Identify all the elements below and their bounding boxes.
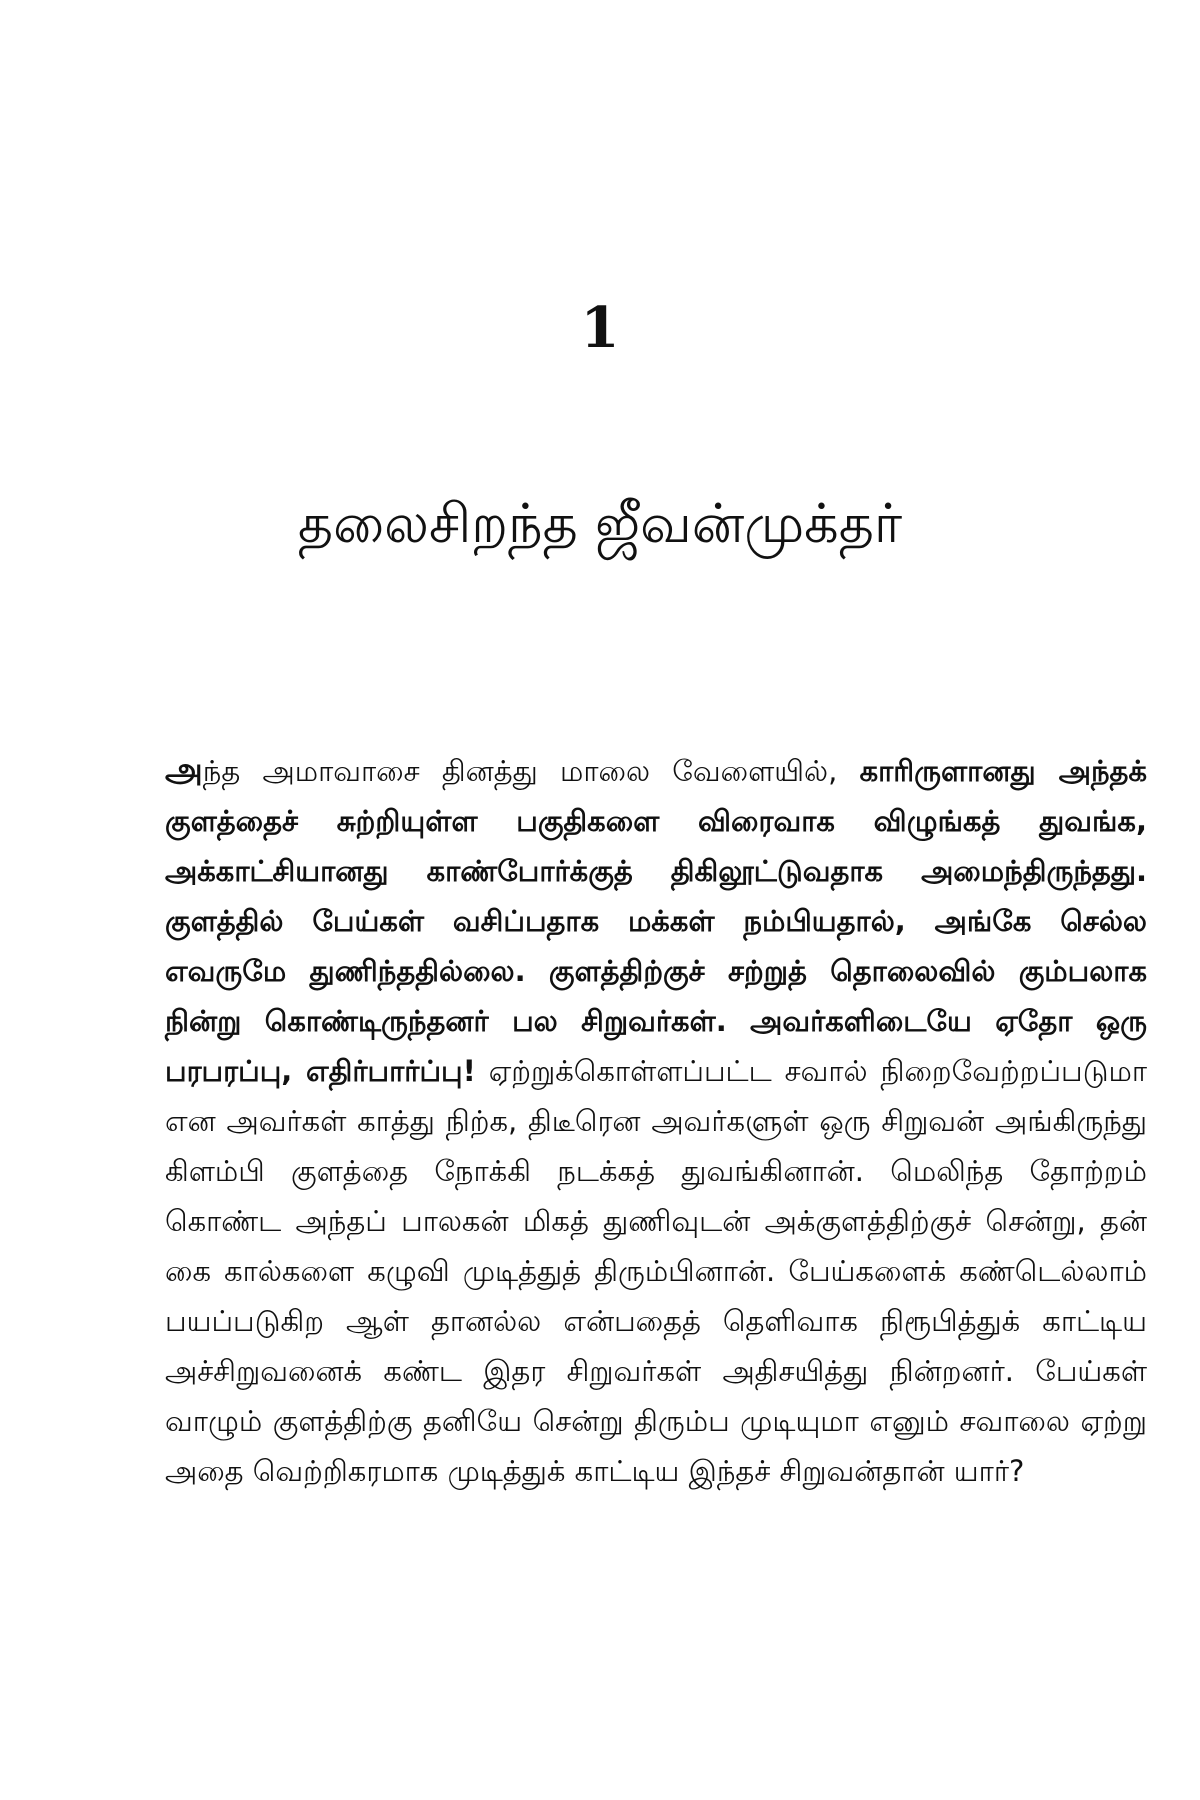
chapter-body (53, 745, 1147, 1496)
chapter-title: தலைசிறந்த ஜீவன்முக்தர் (297, 492, 903, 555)
opening-letter: அ (165, 750, 203, 790)
chapter-number: 1 (580, 295, 620, 361)
body-paragraph (53, 745, 1147, 1496)
opening-line: ந்த அமாவாசை தினத்து மாலை வேளையில், (202, 754, 838, 788)
bold-passage: காரிருளானது அந்தக் குளத்தைச் சுற்றியுள்ள பகுதிகளை விரைவாக விழுங்கத் துவங்க, அக்காட்சியானது காண்போர்க்குத் திகிலூட்டுவதாக அமைந்திருந்தது. குளத்தில் பேய்கள் வசிப்பதாக மக்கள் நம்பியதால், அங்கே செல்ல எவருமே துணிந்ததில்லை. குளத்திற்குச் சற்றுத் தொலைவில் கும்பலாக நின்று கொண்டிருந்தனர் பல சிறுவர்கள். அவர்களிடையே ஏதோ ஒரு பரபரப்பு, எதிர்பார்ப்பு! (165, 754, 1147, 1088)
regular-passage: ஏற்றுக்கொள்ளப்பட்ட சவால் நிறைவேற்றப்படுமா என அவர்கள் காத்து நிற்க, திடீரென அவர்களுள் ஒரு சிறுவன் அங்கிருந்து கிளம்பி குளத்தை நோக்கி நடக்கத் துவங்கினான். மெலிந்த தோற்றம் கொண்ட அந்தப் பாலகன் மிகத் துணிவுடன் அக்குளத்திற்குச் சென்று, தன் கை கால்களை கழுவி முடித்துத் திரும்பினான். பேய்களைக் கண்டெல்லாம் பயப்படுகிற ஆள் தானல்ல என்பதைத் தெளிவாக நிரூபித்துக் காட்டிய அச்சிறுவனைக் கண்ட இதர சிறுவர்கள் அதிசயித்து நின்றனர். பேய்கள் வாழும் குளத்திற்கு தனியே சென்று திரும்ப முடியுமா எனும் சவாலை ஏற்று அதை வெற்றிகரமாக முடித்துக் காட்டிய இந்தச் சிறுவன்தான் யார்? (165, 1054, 1147, 1488)
